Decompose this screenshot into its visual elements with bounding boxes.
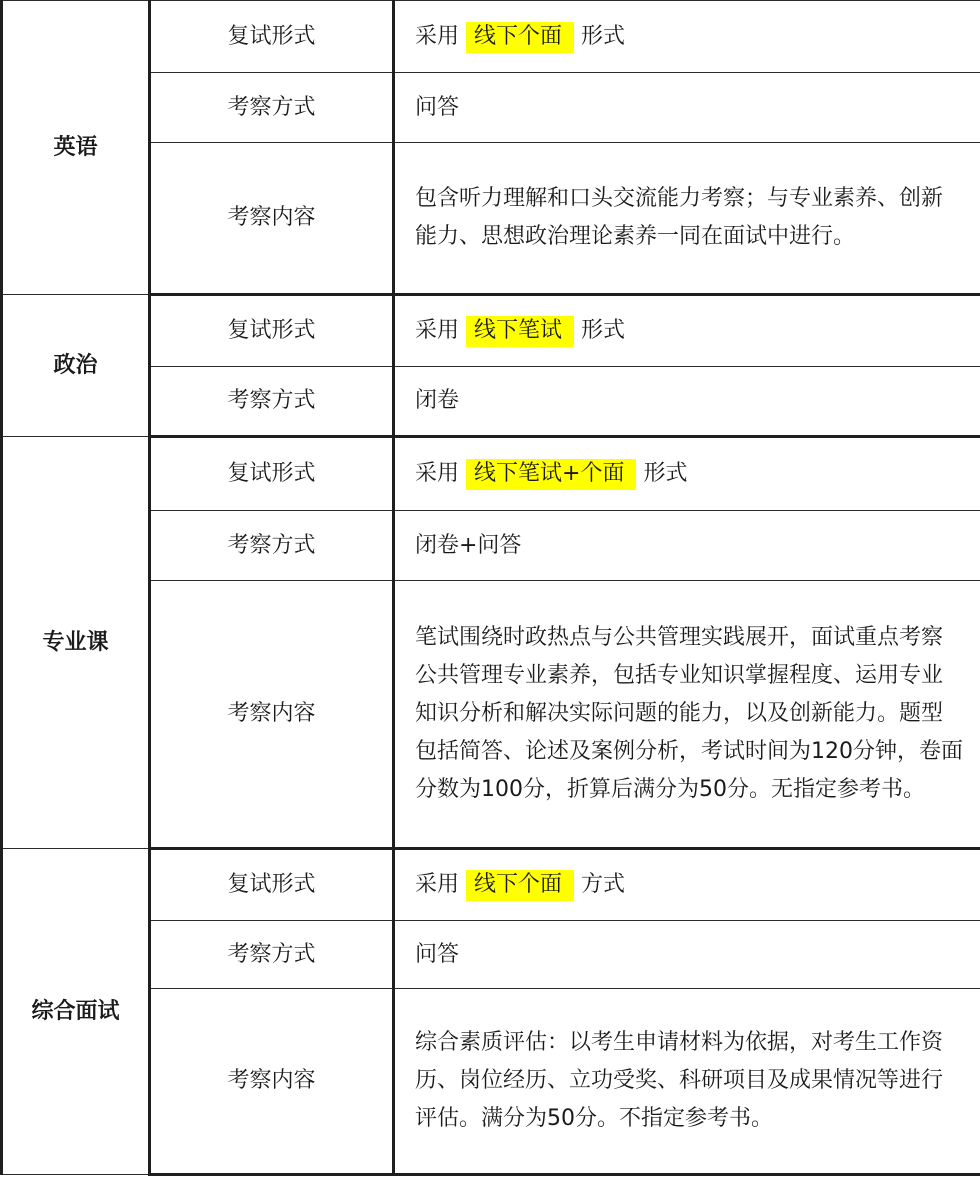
item-cell: 复试形式 [150, 1, 394, 73]
detail-cell: 闭卷+问答 [394, 511, 980, 581]
highlighted-text: 线下笔试+个面 [466, 459, 636, 490]
item-cell: 复试形式 [150, 849, 394, 921]
detail-cell: 问答 [394, 73, 980, 143]
detail-cell: 包含听力理解和口头交流能力考察；与专业素养、创新能力、思想政治理论素养一同在面试中进行。 [394, 143, 980, 295]
detail-cell: 闭卷 [394, 367, 980, 437]
table-row [2, 1, 980, 73]
detail-suffix: 形式 [581, 318, 626, 343]
detail-cell [394, 1, 980, 73]
highlighted-text: 线下个面 [466, 870, 574, 901]
detail-prefix: 采用 [415, 872, 460, 897]
detail-prefix: 采用 [415, 318, 460, 343]
detail-cell: 笔试围绕时政热点与公共管理实践展开，面试重点考察公共管理专业素养，包括专业知识掌握程度、运用专业知识分析和解决实际问题的能力，以及创新能力。题型包括简答、论述及案例分析，考试时间为120分钟，卷面分数为100分，折算后满分为50分。无指定参考书。 [394, 581, 980, 849]
subject-cell: 英语 [2, 1, 150, 295]
table-row [2, 437, 980, 511]
item-cell: 考察内容 [150, 581, 394, 849]
item-cell: 考察内容 [150, 143, 394, 295]
highlighted-text: 线下笔试 [466, 316, 574, 347]
highlighted-text: 线下个面 [466, 22, 574, 53]
subject-cell: 政治 [2, 295, 150, 437]
detail-suffix: 形式 [581, 23, 626, 49]
table-row [2, 295, 980, 367]
item-cell: 考察内容 [150, 989, 394, 1175]
detail-cell: 问答 [394, 921, 980, 989]
item-cell: 复试形式 [150, 437, 394, 511]
detail-cell [394, 437, 980, 511]
subject-cell: 综合面试 [2, 849, 150, 1175]
detail-cell [394, 849, 980, 921]
item-cell: 复试形式 [150, 295, 394, 367]
subject-cell: 专业课 [2, 437, 150, 849]
detail-cell: 综合素质评估：以考生申请材料为依据，对考生工作资历、岗位经历、立功受奖、科研项目及成果情况等进行评估。满分为50分。不指定参考书。 [394, 989, 980, 1175]
table-row [2, 849, 980, 921]
item-cell: 考察方式 [150, 367, 394, 437]
detail-prefix: 采用 [415, 461, 460, 486]
detail-suffix: 形式 [643, 461, 688, 486]
item-cell: 考察方式 [150, 921, 394, 989]
detail-cell [394, 295, 980, 367]
detail-prefix: 采用 [415, 23, 460, 49]
item-cell: 考察方式 [150, 511, 394, 581]
item-cell: 考察方式 [150, 73, 394, 143]
detail-suffix: 方式 [581, 872, 626, 897]
